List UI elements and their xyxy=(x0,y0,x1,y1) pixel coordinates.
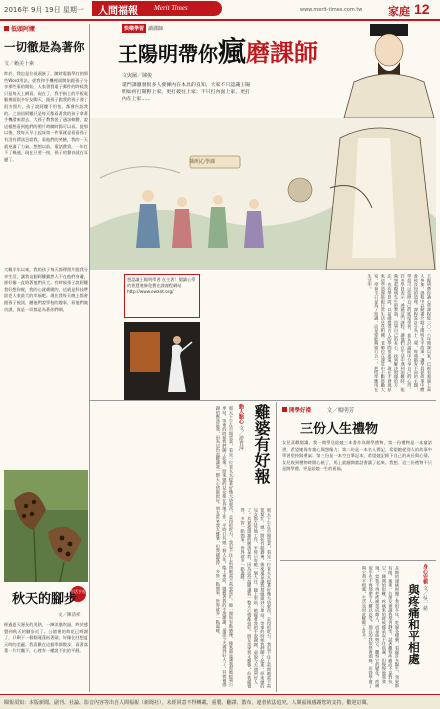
section-name: 家庭 xyxy=(388,5,410,18)
horizontal-divider-2 xyxy=(280,560,436,561)
masthead-logo-en: Merit Times xyxy=(154,4,188,12)
article-2-title: 雞婆有好報 xyxy=(252,404,271,484)
lotus-article-author: 文／陳清祥 xyxy=(58,613,81,618)
feature-badge-label: 快樂學習 xyxy=(124,26,145,32)
masthead-logo-cn: 人間福報 xyxy=(98,6,138,17)
lotus-pod-photo xyxy=(4,470,88,582)
feature-title-part2: 磨課師 xyxy=(246,38,319,67)
page-footer xyxy=(0,694,440,709)
article-2-author: 文／游育萍 xyxy=(238,425,244,451)
article-left-author: 文／賴美十素 xyxy=(4,61,35,67)
lotus-article-body: 經過夏天漫長的炎熱，一陣涼風吹過，終於感覺到秋天的腳步近了。公園裡的荷花已經謝了，只剩下一個個蓮蓬低著頭，好像在回想夏天時的美麗。我喜歡在這個季節散步，看著落葉一片片飄下，心裡有一種說不出的平靜。 xyxy=(4,622,88,654)
article-4-body: 長期的頭痛困擾了我很多年，吃過各種藥，看過許多醫生，效果都有限。後來一位朋友建議我學習靜坐，試著觀察疼痛而不是對抗它。剛開始很難，疼痛來的時候總是忍不住焦慮，但慢慢地我發現，當我不再把疼痛當成敵人，而是接納它、觀察它的變化，疼痛似乎也不再那麼令人難以忍受。現在的我依然會頭痛，但我學會了與它和平相處，生活也因此輕鬆了許多。 xyxy=(362,566,400,688)
lotus-article-title: 秋天的腳步 xyxy=(12,592,78,607)
article-3-body: 女兒喜歡閱讀，我一開學送給她三本書作為開學禮物，第一份禮物是一本童話書，希望她保有童心與想像力；第二份是一本名人傳記，希望她從別人的故事中學習堅持與勇氣；第三份是一本空白筆記本，希望她記錄下自己的成長與心情。女兒收到禮物時開心極了，馬上就翻開童話書讀了起來。我想，這三份禮物不只是開學禮，更是給她一生的祝福。 xyxy=(282,440,432,472)
article-4-title: 與疼痛和平相處 xyxy=(407,584,421,665)
article-2-body-cont: 那天下午在市場買菜，看見一位老太太提著好幾大袋東西，走得很吃力，我忍不住上前問她需不需要幫忙。她一開始有點猶豫，後來還是讓我幫她提到公車站。等車的時候我們聊了起來，原來她的兒女都在外地工作，平時只有她一個人住。臨上車前，她握著我的手說謝謝，還說今天遇到好人了。其實被感謝的應該是我，因為這份溫暖讓我一整天心情都很好。朋友常笑我太雞婆，但我總覺得，多管一點閒事，世界就多一點溫暖。 xyxy=(240,508,272,689)
article-left-body: 昨於，我也是位低頭族了。隨時電腦學打的那些Word用法，從我和手機裡面開始跟孫子分享那些事的開始，人家書寫電子郵件的時候我只是每天上網看，現在了，我手指上的平板電腦裡面很多好友聊天，跟孫子跟我的孫子發了很多照片，孩子說阿嬤不用怕，都會告訴我的。之前回阿嬤只是每天都看著我的孩子拿著手機滑來滑去，大孫子教我裝了通訊軟體，說這樣想看到他們的照片時隨時都可以看。從那以後，我每天早上起床第一件事就是看看孫子有沒有傳訊息給我，看他們的笑臉，我的一天就充滿了力氣。想想以前，電話費貴，一年打不了幾通，現在只要一按，孫子的聲音就在耳邊了。 xyxy=(4,71,88,162)
issue-date: 2016年 9月 19日 星期一 xyxy=(4,6,84,14)
article-3-column-author: 文／楊明芳 xyxy=(326,408,355,414)
feature-title xyxy=(118,30,318,70)
feature-image-caption: 陽明心學課 xyxy=(190,159,216,165)
page-number: 12 xyxy=(414,1,430,17)
feature-lead: 還門課激發很多人發揮內在本具的良知，大家不只認識王陽明如何打開野上家，更打破往上家；不只打內面上家，更打內在上家…… xyxy=(122,83,250,102)
header-rule xyxy=(0,19,440,21)
article-3-title: 三份人生禮物 xyxy=(300,422,379,437)
article-2-body: 那天下午在市場買菜，看見一位老太太提著好幾大袋東西，走得很吃力，我忍不住上前問她需不需要幫忙。她一開始有點猶豫，後來還是讓我幫她提到公車站。等車的時候我們聊了起來，原來她的兒女都在外地工作，平時只有她一個人住。臨上車前，她握著我的手說謝謝，還說今天遇到好人了。其實被感謝的應該是我，因為這份溫暖讓我一整天心情都很好。朋友常笑我太雞婆，但我總覺得，多管一點閒事，世界就多一點溫暖。 xyxy=(215,406,234,687)
article-left-title: 一切徹是為著你 xyxy=(4,40,85,54)
ming-scholar-portrait xyxy=(334,22,436,118)
promo-note xyxy=(124,274,200,318)
feature-title-crazy: 瘋 xyxy=(218,35,247,68)
article-2-tag: 動人點心 xyxy=(238,404,244,424)
masthead-logo xyxy=(92,1,222,16)
feature-illustration xyxy=(90,118,436,270)
feature-body: 王陽明帶你讀心學課程從二〇一六年開課以來，已經有超過上萬人參加，課程中以動畫介紹王陽明生平故事，讓學員從故事中體會致良知的道理。課程設計分為十二週，每週都有不同的主題，學員可以依照自己的進度學習，並在討論區中分享自己的心得。許多學員表示，透過這門課程，讓他們在生活中遇到困難時，能夠想起陽明先生的教誨，回到自己的本心，找到解決問題的方法。也有學員說，以前總覺得古人的學問很遙遠，現在才發現原來這些道理都跟日常生活息息相關。老師也在課堂中不斷鼓勵大家，學習不只是為了知識，而是要能夠知行合一，把所學應用在生活中。 xyxy=(367,274,432,392)
article-3-tag: 開學好禮 xyxy=(289,408,312,414)
column-tag xyxy=(4,24,88,33)
square-icon xyxy=(282,407,287,412)
website-url: www.merit-times.com.tw xyxy=(300,7,363,13)
article-left-body-2: 大概半年以來，我的孩子每天都傳照片跟我分享生活，讓我這個阿嬤雖然人不在他們身邊，卻好像一直陪著他們長大。有時候孫子說阿嬤我好想你喔，我的心就暖暖的，這就是科技帶給老人家最大的幸福吧。現在我每天晚上都會跟孫子視訊，聽他們說學校的趣事，看他們做功課，真是一切都是為著你們啊。 xyxy=(4,267,88,312)
lotus-column-badge-label: 生活手札 xyxy=(70,589,86,594)
page-header xyxy=(0,0,440,20)
lecture-photo xyxy=(124,322,200,400)
left-column-divider xyxy=(89,24,90,692)
article-2-byline xyxy=(238,404,245,451)
promo-note-text: 想認識王陽明學習 在主著！閱讀心學的智慧進修免費在課課程網站 http://www.ewant.org/ xyxy=(127,277,196,294)
column-tag-label: 低頭阿嬤 xyxy=(11,26,36,33)
square-icon xyxy=(4,26,9,31)
feature-title-part1: 王陽明帶你 xyxy=(118,42,218,66)
article-3-header xyxy=(282,406,354,414)
article-4-tag: 身心安頓 xyxy=(422,564,428,584)
feature-badge-sub: 讀課師 xyxy=(148,26,164,32)
horizontal-divider xyxy=(90,400,436,401)
feature-author: 文與圖／陳俊 xyxy=(122,73,153,79)
vertical-divider xyxy=(276,402,277,692)
footer-notice: 閱報須知：本版新聞、副刊、社論、影音內容等出自人間福報（新聞社），未經同意不得轉載、重製、翻譯、散布，違者依法追究。人間福報感謝您的支持，歡迎訂閱。 xyxy=(4,700,372,706)
article-4-byline xyxy=(422,564,429,611)
article-left xyxy=(4,24,88,464)
article-4-author: 文／吳一慈 xyxy=(422,585,428,611)
